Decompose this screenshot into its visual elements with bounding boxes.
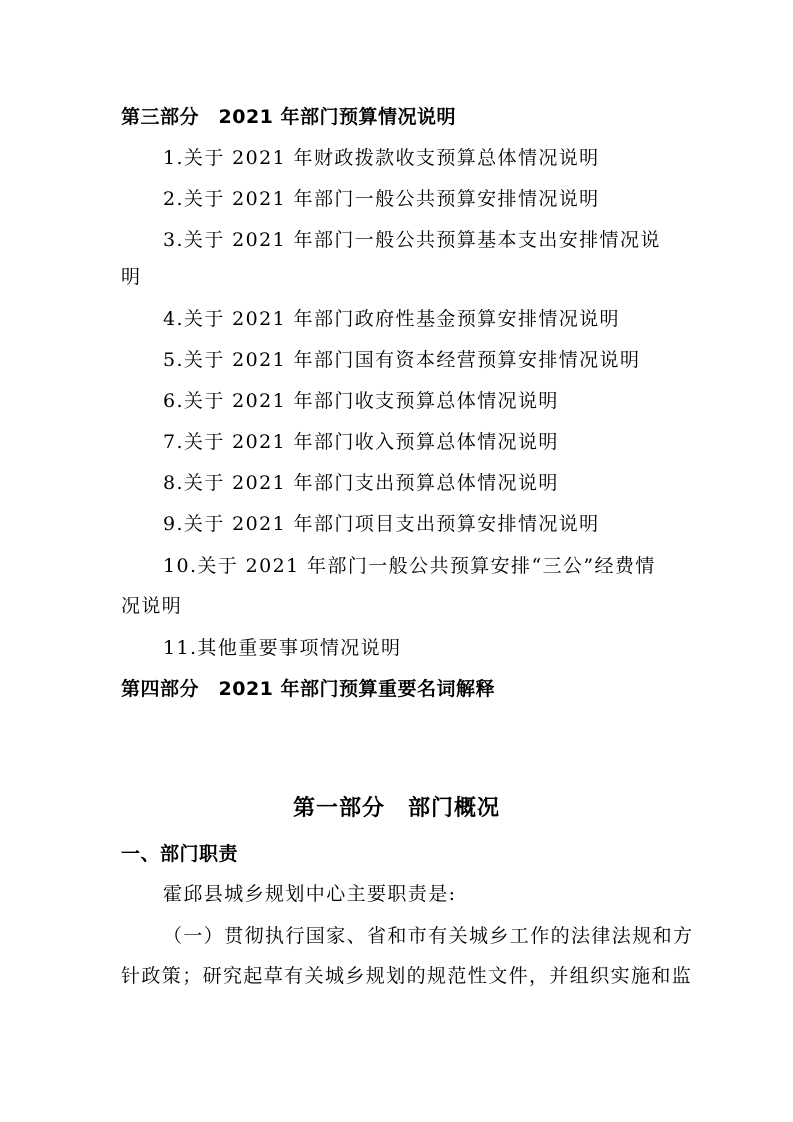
section1-title: 一、部门职责	[121, 843, 239, 865]
part3-title: 第三部分 2021 年部门预算情况说明	[121, 106, 456, 128]
toc-item-1: 1.关于 2021 年财政拨款收支预算总体情况说明	[163, 147, 600, 169]
toc-item-11: 11.其他重要事项情况说明	[163, 637, 402, 659]
paragraph-1-line-2: 针政策；研究起草有关城乡规划的规范性文件，并组织实施和监	[121, 965, 693, 987]
paragraph-1-line-1: （一）贯彻执行国家、省和市有关城乡工作的法律法规和方	[163, 925, 694, 947]
toc-item-4: 4.关于 2021 年部门政府性基金预算安排情况说明	[163, 308, 620, 330]
toc-item-2: 2.关于 2021 年部门一般公共预算安排情况说明	[163, 188, 600, 210]
toc-item-5: 5.关于 2021 年部门国有资本经营预算安排情况说明	[163, 349, 641, 371]
toc-item-9: 9.关于 2021 年部门项目支出预算安排情况说明	[163, 513, 600, 535]
toc-item-8: 8.关于 2021 年部门支出预算总体情况说明	[163, 472, 559, 494]
toc-item-6: 6.关于 2021 年部门收支预算总体情况说明	[163, 390, 559, 412]
intro-paragraph: 霍邱县城乡规划中心主要职责是:	[163, 883, 457, 905]
toc-item-3: 3.关于 2021 年部门一般公共预算基本支出安排情况说	[163, 229, 661, 251]
part1-title: 第一部分 部门概况	[292, 796, 500, 821]
toc-item-10: 10.关于 2021 年部门一般公共预算安排“三公”经费情	[163, 555, 656, 577]
toc-item-3-continued: 明	[121, 266, 142, 288]
part4-title: 第四部分 2021 年部门预算重要名词解释	[121, 678, 495, 700]
toc-item-7: 7.关于 2021 年部门收入预算总体情况说明	[163, 431, 559, 453]
toc-item-10-continued: 况说明	[121, 595, 183, 617]
